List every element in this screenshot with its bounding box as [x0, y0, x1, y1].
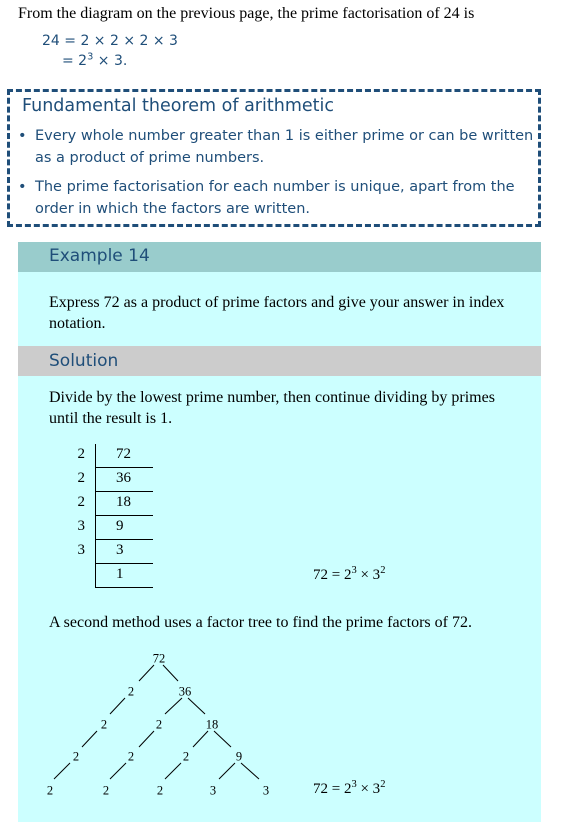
tree-node: 2 — [127, 684, 135, 699]
second-method-text: A second method uses a factor tree to find the prime factors of 72. — [49, 614, 472, 631]
result-tree — [313, 781, 385, 798]
theorem-box — [7, 89, 541, 227]
tree-node: 2 — [102, 783, 110, 798]
eq2-suffix: × 3. — [93, 53, 128, 69]
result-middle: × 3 — [356, 567, 381, 583]
theorem-bullet-text: The prime factorisation for each number is unique, apart from the order in which the factors are written. — [35, 179, 515, 217]
eq2-prefix: = 2 — [62, 53, 88, 69]
ladder-quotient: 1 — [116, 566, 124, 582]
theorem-title: Fundamental theorem of arithmetic — [22, 96, 334, 116]
tree-node: 9 — [235, 749, 243, 764]
ladder-divisor: 2 — [77, 446, 85, 462]
tree-node: 18 — [205, 717, 219, 732]
ladder-quotient: 18 — [116, 494, 131, 510]
ladder-quotient: 9 — [116, 518, 124, 534]
ladder-divisor: 2 — [77, 494, 85, 510]
ladder-quotient: 36 — [116, 470, 131, 486]
tree-node: 3 — [262, 783, 270, 798]
tree-node-root: 72 — [152, 651, 166, 666]
intro-text: From the diagram on the previous page, the prime factorisation of 24 is — [18, 5, 475, 22]
ladder-divisor: 2 — [77, 470, 85, 486]
ladder-quotient: 72 — [116, 446, 131, 462]
factorisation-line-2 — [62, 53, 127, 69]
factorisation-line-1: 24 = 2 × 2 × 2 × 3 — [42, 33, 178, 49]
example-box — [18, 242, 541, 822]
bullet-dot-icon: • — [18, 179, 27, 195]
result-exp-2: 2 — [380, 779, 386, 791]
ladder-divisor: 3 — [77, 542, 85, 558]
tree-node: 2 — [156, 783, 164, 798]
solution-title: Solution — [49, 351, 119, 371]
tree-node: 2 — [182, 749, 190, 764]
bullet-dot-icon: • — [18, 128, 27, 144]
result-exp-2: 2 — [380, 565, 386, 577]
eq2-exponent: 3 — [87, 51, 94, 63]
tree-node: 2 — [100, 717, 108, 732]
ladder-quotient: 3 — [116, 542, 124, 558]
example-question: Express 72 as a product of prime factors and give your answer in index notation. — [49, 294, 505, 332]
tree-node: 2 — [155, 717, 163, 732]
tree-node: 2 — [46, 783, 54, 798]
tree-node: 36 — [178, 684, 192, 699]
tree-node: 3 — [209, 783, 217, 798]
result-middle: × 3 — [356, 781, 381, 797]
result-prefix: 72 = 2 — [313, 567, 352, 583]
result-exp-1: 3 — [351, 565, 357, 577]
ladder-divisor: 3 — [77, 518, 85, 534]
result-prefix: 72 = 2 — [313, 781, 352, 797]
solution-text: Divide by the lowest prime number, then continue dividing by primes until the result is 1. — [49, 389, 495, 427]
tree-node: 2 — [127, 749, 135, 764]
factor-tree-lines — [18, 242, 541, 822]
tree-node: 2 — [72, 749, 80, 764]
example-title: Example 14 — [49, 246, 150, 266]
theorem-bullet-text: Every whole number greater than 1 is either prime or can be written as a product of prime numbers. — [35, 128, 534, 166]
result-exp-1: 3 — [351, 779, 357, 791]
